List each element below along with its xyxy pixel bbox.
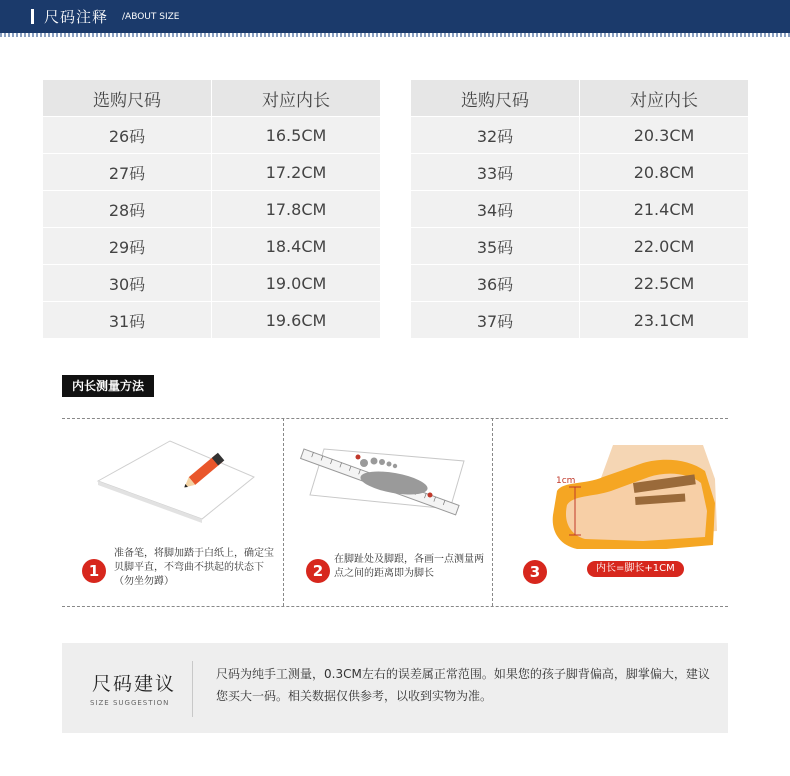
length-cell: 17.2CM <box>212 154 381 191</box>
size-cell: 33码 <box>411 154 580 191</box>
length-cell: 22.5CM <box>580 265 749 302</box>
length-cell: 20.3CM <box>580 117 749 154</box>
size-cell: 32码 <box>411 117 580 154</box>
length-cell: 19.0CM <box>212 265 381 302</box>
table-row <box>43 265 380 302</box>
size-cell: 35码 <box>411 228 580 265</box>
step-panel-1 <box>62 419 283 605</box>
suggestion-text: 尺码为纯手工测量，0.3CM左右的误差属正常范围。如果您的孩子脚背偏高，脚掌偏大，建议您买大一码。相关数据仅供参考，以收到实物为准。 <box>216 667 710 703</box>
section-header <box>0 0 790 33</box>
header-subtitle: /ABOUT SIZE <box>122 12 180 22</box>
table-header-row <box>43 80 380 117</box>
table-row <box>411 154 748 191</box>
header-dotted-rule <box>0 33 790 37</box>
length-cell: 19.6CM <box>212 302 381 339</box>
size-cell: 27码 <box>43 154 212 191</box>
one-cm-label: 1cm <box>556 476 576 486</box>
formula-pill: 内长=脚长+1CM <box>587 561 684 577</box>
length-cell: 17.8CM <box>212 191 381 228</box>
table-row <box>411 302 748 339</box>
table-row <box>43 154 380 191</box>
suggestion-divider <box>192 661 193 717</box>
method-bottom-rule <box>62 606 728 607</box>
size-suggestion-box <box>62 643 728 733</box>
table-row <box>43 302 380 339</box>
size-table-right <box>411 80 748 338</box>
footprint-ruler-icon <box>284 419 492 539</box>
table-header-row <box>411 80 748 117</box>
step-number-badge: 2 <box>306 559 330 583</box>
column-header-size: 选购尺码 <box>411 80 580 117</box>
length-cell: 23.1CM <box>580 302 749 339</box>
table-row <box>43 191 380 228</box>
method-tag: 内长测量方法 <box>62 375 154 397</box>
step-description: 在脚趾处及脚跟，各画一点测量两点之间的距离即为脚长 <box>334 554 484 579</box>
table-row <box>43 228 380 265</box>
length-cell: 16.5CM <box>212 117 381 154</box>
column-header-length: 对应内长 <box>580 80 749 117</box>
step-number-badge: 3 <box>523 560 547 584</box>
step-number-badge: 1 <box>82 559 106 583</box>
paper-pencil-icon <box>62 419 283 539</box>
size-cell: 26码 <box>43 117 212 154</box>
table-row <box>43 117 380 154</box>
column-header-length: 对应内长 <box>212 80 381 117</box>
size-table-left <box>43 80 380 338</box>
size-cell: 36码 <box>411 265 580 302</box>
size-cell: 28码 <box>43 191 212 228</box>
shoe-foot-icon <box>493 419 728 549</box>
length-cell: 20.8CM <box>580 154 749 191</box>
suggestion-subtitle: SIZE SUGGESTION <box>90 699 170 707</box>
table-row <box>411 265 748 302</box>
suggestion-title: 尺码建议 <box>92 673 177 695</box>
size-cell: 34码 <box>411 191 580 228</box>
header-accent-bar <box>31 9 34 24</box>
column-header-size: 选购尺码 <box>43 80 212 117</box>
size-cell: 37码 <box>411 302 580 339</box>
length-cell: 22.0CM <box>580 228 749 265</box>
step-panel-3 <box>493 419 728 605</box>
step-panel-2 <box>284 419 492 605</box>
length-cell: 21.4CM <box>580 191 749 228</box>
header-title: 尺码注释 <box>44 8 109 26</box>
table-row <box>411 228 748 265</box>
size-cell: 30码 <box>43 265 212 302</box>
table-row <box>411 191 748 228</box>
table-row <box>411 117 748 154</box>
size-cell: 29码 <box>43 228 212 265</box>
step-description: 准备笔，将脚加踏于白纸上，确定宝贝脚平直，不弯曲不拱起的状态下（勿坐勿蹲） <box>114 548 274 587</box>
size-cell: 31码 <box>43 302 212 339</box>
length-cell: 18.4CM <box>212 228 381 265</box>
